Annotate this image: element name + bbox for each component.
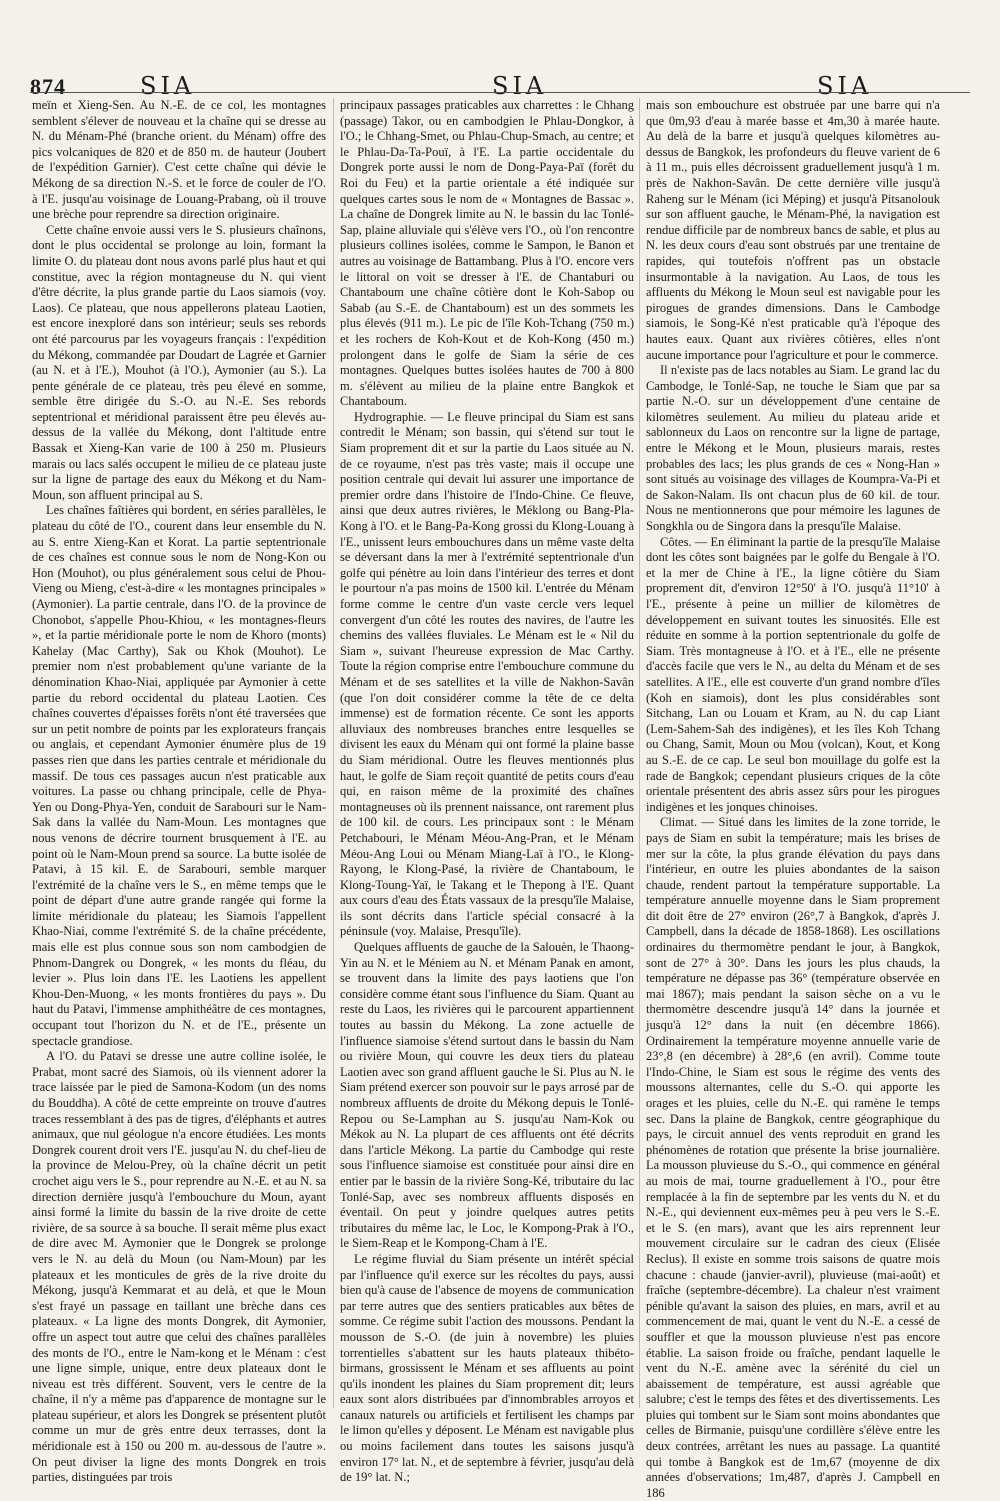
paragraph: Cette chaîne envoie aussi vers le S. plusieurs chaînons, dont le plus occidental se prolonge au loin, formant la limite O. du plateau dont nous avons parlé plus haut et qui constitue, avec la région montagneuse du N. qui vient d'être décrite, la plus grande partie du Laos siamois (voy. Laos). Ce plateau, que nous appellerons plateau Laotien, est encore inexploré dans son intérieur; seuls ses rebords ont été parcourus par les voyageurs français : l'expédition du Mékong, commandée par Doudart de Lagrée et Garnier (au N. et à l'E.), Mouhot (à l'O.), Aymonier (au S.). La pente générale de ce plateau, très peu élevé en somme, semble être dirigée du S.-O. au N.-E. Ses rebords septentrional et méridional paraissent être peu élevés au-dessus de la vallée du Mékong, dont l'altitude entre Bassak et Xieng-Kan varie de 100 à 250 m. Plusieurs marais ou lacs salés occupent le milieu de ce plateau juste sur la ligne de partage des eaux du Mékong et du Nam-Moun, son affluent principal au S.: [32, 222, 326, 502]
paragraph: Côtes. — En éliminant la partie de la presqu'île Malaise dont les côtes sont baignées par le golfe du Bengale à l'O. et la mer de Chine à l'E., la ligne côtière du Siam proprement dit, d'environ 12°50' à l'O. jusqu'à 11°10' à l'E., présente à peine un millier de kilomètres de développement en suivant toutes les sinuosités. Elle est réduite en somme à la portion septentrionale du golfe de Siam. Très montagneuse à l'O. et à l'E., elle ne présente d'accès facile que vers le N., au delta du Ménam et de ses satellites. A l'E., elle est couverte d'un grand nombre d'îles (Koh en siamois), dont les plus considérables sont Sitchang, Lan ou Louam et Kram, au N. du cap Liant (Lem-Sahem-Sah des indigènes), et les îles Koh Tchang ou Chang, Samit, Moun ou Mou (volcan), Kout, et Kong au S.-E. de ce cap. Le seul bon mouillage du golfe est la rade de Bangkok; cependant plusieurs criques de la côte orientale présentent des abris assez sûrs pour les pirogues indigènes et les jonques chinoises.: [646, 534, 940, 814]
column-divider: [639, 98, 640, 1408]
header-rule: [30, 92, 970, 93]
paragraph: principaux passages praticables aux charrettes : le Chhang (passage) Takor, ou en cambodgien le Phlau-Dongkor, à l'O.; le Chhang-Smet, ou Phlau-Chup-Smach, au centre; et le Phlau-Da-Ta-Pouï, à l'E. La partie occidentale du Dongrek porte aussi le nom de Dong-Paya-Paï (forêt du Roi du Feu) et la partie orientale a été indiquée sur quelques cartes sous le nom de « Montagnes de Bassac ». La chaîne de Dongrek limite au N. le bassin du lac Tonlé-Sap, plaine alluviale qui s'élève vers l'O., où l'on rencontre plusieurs collines isolées, comme le Sampon, le Banon et autres au voisinage de Battambang. Plus à l'O. encore vers le littoral on voit se dresser à l'E. de Chantaburi ou Chantaboum une chaîne côtière dont le Koh-Sabop ou Sabab (au S.-E. de Chantaboum) est un des sommets les plus élevés (911 m.). Le pic de l'île Koh-Tchang (750 m.) et les rochers de Koh-Kout et de Koh-Kong (450 m.) prolongent dans le golfe de Siam la série de ces montagnes. Quelques buttes isolées hautes de 700 à 800 m. s'élèvent au milieu de la plaine entre Bangkok et Chantaboum.: [340, 98, 634, 409]
running-head-right: SIA: [817, 72, 873, 100]
paragraph: meïn et Xieng-Sen. Au N.-E. de ce col, les montagnes semblent s'élever de nouveau et la chaîne qui se dresse au N. du Ménam-Phé (branche orient. du Ménam) offre des pics volcaniques de 820 et de 850 m. de hauteur (Joubert de l'expédition Garnier). C'est cette chaîne qui dévie le Mékong de sa direction N.-S. et le force de couler de l'O. à l'E. jusqu'au voisinage de Louang-Prabang, où il trouve une brèche pour reprendre sa direction originaire.: [32, 98, 326, 222]
paragraph: Climat. — Situé dans les limites de la zone torride, le pays de Siam en subit la température; mais les brises de mer sur la côte, la plus grande élévation du pays dans l'intérieur, en outre les pluies abondantes de la saison chaude, rendent partout la température supportable. La température annuelle moyenne dans le Siam proprement dit doit être de 27° environ (26°,7 à Bangkok, d'après J. Campbell, dans la décade de 1858-1868). Les oscillations ordinaires du thermomètre pendant le jour, à Bangkok, sont de 27° à 30°. Dans les jours les plus chauds, la température ne dépasse pas 36° (température observée en mai 1867); mais pendant la saison sèche on a vu le thermomètre descendre jusqu'à 14° dans la journée et jusqu'à 12° dans la nuit (en décembre 1866). Ordinairement la température moyenne annuelle varie de 23°,8 (en décembre) à 28°,6 (en avril). Comme toute l'Indo-Chine, le Siam est sous le régime des vents des moussons alternantes, celle du S.-O. qui apporte les orages et les pluies, celle du N.-E. qui ramène le temps sec. Dans la plaine de Bangkok, centre géographique du pays, le circuit annuel des vents reproduit en grand les phénomènes de rotation que présente la brise journalière. La mousson pluvieuse du S.-O., qui commence en général au mois de mai, tourne graduellement à l'O., pour être remplacée à la fin de septembre par les vents du N. et du N.-E., qui deviennent eux-mêmes peu à peu vers le S.-E. et le S. (en mars), avant que les airs reprennent leur mouvement circulaire sur le cadran des cieux (Elisée Reclus). Il existe en somme trois saisons de quatre mois chacune : chaude (janvier-avril), pluvieuse (mai-août) et fraîche (septembre-décembre). La chaleur n'est vraiment pénible qu'avant la saison des pluies, en mars, avril et au commencement de mai, quant le vent du N.-E. a cessé de souffler et que la mousson pluvieuse n'est pas encore établie. La saison froide ou fraîche, pendant laquelle le vent du N.-E. amène avec la sérénité du ciel un abaissement de température, est aussi agréable que salubre; c'est le temps des fêtes et des divertissements. Les pluies qui tombent sur le Siam sont moins abondantes que celles de Birmanie, puisqu'une cordillère s'élève entre les deux contrées, arrêtant les nues au passage. La quantité qui tombe à Bangkok est de 1m,67 (moyenne de dix années d'observations; 1m,487, d'après J. Campbell en 186: [646, 815, 940, 1500]
paragraph: Les chaînes faîtières qui bordent, en séries parallèles, le plateau du côté de l'O., courent dans leur ensemble du N. au S. entre Xieng-Kan et Korat. La partie septentrionale de ces chaînes est connue sous le nom de Nong-Kon ou Hon (Mouhot), ou plus généralement sous celui de Phou-Vieng ou Mieng, c'est-à-dire « les montagnes principales » (Aymonier). La partie centrale, dans l'O. de la province de Chonobot, s'appelle Phou-Khiou, « les montagnes-fleurs », et la partie méridionale porte le nom de Khoro (monts) Kahelay (Mac Carthy), Sak ou Khok (Mouhot). Le premier nom n'est probablement qu'une variante de la dénomination Khao-Niai, appliquée par Aymonier à cette partie du rebord occidental du plateau Laotien. Ces chaînes couvertes d'épaisses forêts n'ont été traversées que sur un petit nombre de points par les explorateurs français ou anglais, et cependant Aymonier énumère plus de 19 passes rien que dans les parties centrale et méridionale du massif. De tous ces passages aucun n'est praticable aux voitures. La passe ou chhang principale, celle de Phya-Yen ou Dong-Phya-Yen, conduit de Sarabouri sur le Nam-Sak dans la vallée du Nam-Moun. Les montagnes que nous venons de décrire tournent brusquement à l'E. au point où le Nam-Moun prend sa source. La butte isolée de Patavi, à 15 kil. E. de Sarabouri, semble marquer l'extrémité de la chaîne vers le S., en même temps que le point de départ d'une autre grande rangée qui forme la limite méridionale du plateau; les Siamois l'appellent Khao-Niai, comme l'extrémité S. de la chaîne précédente, mais elle est plus connue sous son nom cambodgien de Phnom-Dangrek ou Dongrek, « les monts du fléau, du levier ». Plus loin dans l'E. les Laotiens les appellent Khou-Den-Muong, « les monts frontières du pays ». Du haut du Patavi, l'immense amphithéâtre de ces montagnes, occupant tout l'horizon du N. et de l'E., présente un spectacle grandiose.: [32, 503, 326, 1048]
paragraph: A l'O. du Patavi se dresse une autre colline isolée, le Prabat, mont sacré des Siamois, où ils viennent adorer la trace laissée par le pied de Samona-Kodom (un des noms du Bouddha). A côté de cette empreinte on trouve d'autres traces ressemblant à des pas de tigres, d'éléphants et autres animaux, que nul géologue n'a encore étudiées. Les monts Dongrek courent droit vers l'E. jusqu'au N. du chef-lieu de la province de Melou-Prey, où la chaîne décrit un petit crochet aigu vers le S., pour reprendre au N.-E. et au N. sa direction dernière jusqu'à l'embouchure du Moun, ayant ainsi formé la limite du bassin de la rive droite de cette rivière, de sa source à sa bouche. Il serait même plus exact de dire avec M. Aymonier que le Dongrek se prolonge vers le N. au delà du Moun (ou Nam-Moun) par les plateaux et les monticules de grès de la rive droite du Mékong, jusqu'à Kemmarat et au delà, et que le Moun s'est frayé un passage en taillant une brèche dans ces plateaux. « La ligne des monts Dongrek, dit Aymonier, offre un aspect tout autre que celui des chaînes parallèles des monts de l'O., entre le Nam-kong et le Ménam : c'est une ligne simple, unique, entre deux plateaux dont le niveau est très différent. Souvent, vers le centre de la chaîne, il n'y a même pas d'apparence de montagne sur le plateau supérieur, et alors les Dongrek se présentent plutôt comme un mur de grès entre deux terrasses, dont la méridionale est à 150 ou 200 m. au-dessous de l'autre ». On peut diviser la ligne des monts Dongrek en trois parties, distinguées par trois: [32, 1049, 326, 1485]
paragraph: Hydrographie. — Le fleuve principal du Siam est sans contredit le Ménam; son bassin, qui s'étend sur tout le Siam proprement dit et sur la partie du Laos située au N. de ce royaume, n'est pas très vaste; mais il occupe une position centrale qui devait lui assurer une importance de premier ordre dans l'histoire de l'Indo-Chine. Ce fleuve, ainsi que deux autres rivières, le Méklong ou Bang-Pla-Kong à l'O. et le Bang-Pa-Kong grossi du Klong-Louang à l'E., unissent leurs embouchures dans un même vaste delta se déversant dans la mer à l'extrémité septentrionale d'un golfe qui pénètre au loin dans l'intérieur des terres et dont le pourtour n'a pas moins de 1500 kil. L'entrée du Ménam forme comme le centre d'un vaste cercle vers lequel convergent d'un côté les routes des navires, de l'autre les chemins des vallées fluviales. Le Ménam est le « Nil du Siam », suivant l'heureuse expression de Mac Carthy. Toute la région comprise entre l'embouchure commune du Ménam et de ses satellites et la ville de Nakhon-Savân (que l'on doit considérer comme la tête de ce delta immense) est de formation récente. Ce sont les apports alluviaux des nombreuses branches entre lesquelles se divisent les eaux du Ménam qui ont formé la plaine basse du Siam méridional. Outre les fleuves mentionnés plus haut, le golfe de Siam reçoit quantité de petits cours d'eau qui, en raison même de la proximité des chaînes montagneuses où ils prennent naissance, ont rarement plus de 100 kil. de cours. Les principaux sont : le Ménam Petchabouri, le Ménam Méou-Ang-Pran, et le Ménam Méou-Ang Loui ou Ménam Miang-Laï à l'O., le Klong-Rayong, le Klong-Pasé, la rivière de Chantaboum, le Klong-Toung-Yaï, le Takang et le Thepong à l'E. Quant aux cours d'eau des États vassaux de la presqu'île Malaise, ils sont décrits dans l'article spécial consacré à la péninsule (voy. Malaise, Presqu'île).: [340, 409, 634, 939]
text-column-3: [646, 98, 940, 1500]
paragraph: Il n'existe pas de lacs notables au Siam. Le grand lac du Cambodge, le Tonlé-Sap, ne touche le Siam que par sa partie N.-O. sur un développement d'une centaine de kilomètres seulement. Au milieu du plateau aride et sablonneux du Laos on rencontre sur la ligne de partage, entre le Mékong et le Moun, plusieurs marais, restes probables des lacs; les plus grands de ces « Nong-Han » sont situés au voisinage des villages de Koumpra-Va-Pi et de Sakon-Nalam. Ils ont chacun plus de 60 kil. de tour. Nous ne mentionnerons que pour mémoire les lagunes de Songkhla ou de Singora dans la presqu'île Malaise.: [646, 363, 940, 534]
running-head-center: SIA: [492, 72, 548, 100]
page-number: 874: [30, 74, 66, 99]
paragraph: Quelques affluents de gauche de la Salouèn, le Thaong-Yin au N. et le Méniem au N. et Ménam Panak en amont, se trouvent dans la limite des pays laotiens que l'on considère comme étant sous l'influence du Siam. Quant au reste du Laos, les rivières qui le parcourent appartiennent toutes au bassin du Mékong. La zone actuelle de l'influence siamoise s'étend surtout dans le bassin du Nam ou rivière Moun, qui couvre les deux tiers du plateau Laotien avec son grand affluent gauche le Si. Plus au N. le Siam prétend exercer son pouvoir sur le pays arrosé par de nombreux affluents de droite du Mékong depuis le Tonlé-Repou ou Se-Lamphan au S. jusqu'au Nam-Kok ou Mékok au N. La plupart de ces affluents ont été décrits dans l'article Mékong. La partie du Cambodge qui reste sous l'influence siamoise est constituée pour ainsi dire en entier par le bassin de la rivière Song-Ké, tributaire du lac Tonlé-Sap, avec ses nombreux affluents disposés en éventail. On peut y joindre quelques autres petits tributaires du même lac, le Loc, le Kompong-Prak à l'O., le Siem-Reap et le Kompong-Cham à l'E.: [340, 940, 634, 1251]
running-head-left: SIA: [140, 72, 196, 100]
paragraph: mais son embouchure est obstruée par une barre qui n'a que 0m,93 d'eau à marée basse et 4m,30 à marée haute. Au delà de la barre et jusqu'à quelques kilomètres au-dessus de Bangkok, les profondeurs du fleuve varient de 6 à 11 m., puis elles décroissent graduellement jusqu'à 1 m. près de Nakhon-Savân. De cette dernière ville jusqu'à Raheng sur le Ménam (ici Méping) et jusqu'à Pitsanolouk sur son affluent gauche, le Ménam-Phé, la navigation est rendue difficile par de nombreux bancs de sable, et plus au N. les deux cours d'eau sont obstrués par une trentaine de rapides, qui toutefois n'offrent pas un obstacle insurmontable à la navigation. Au Laos, de tous les affluents du Mékong le Moun seul est navigable pour les pirogues de grandes dimensions. Dans le Cambodge siamois, le Song-Ké n'est praticable qu'à l'époque des hautes eaux. Quant aux rivières côtières, elles n'ont aucune importance pour l'agriculture et pour le commerce.: [646, 98, 940, 362]
column-divider: [333, 98, 334, 1408]
text-column-1: [32, 98, 326, 1485]
paragraph: Le régime fluvial du Siam présente un intérêt spécial par l'influence qu'il exerce sur les récoltes du pays, aussi bien qu'à cause de l'absence de moyens de communication par terre autres que des sentiers praticables aux bêtes de somme. Ce régime subit l'action des moussons. Pendant la mousson de S.-O. (de juin à novembre) les pluies torrentielles s'abattent sur les hauts plateaux thibéto-birmans, grossissent le Ménam et ses affluents au point qu'ils inondent les plaines du Siam proprement dit; leurs eaux sont alors distribuées par d'innombrables arroyos et canaux naturels ou artificiels et fertilisent les champs par le limon qu'elles y déposent. Le Ménam est navigable plus ou moins facilement dans toutes les saisons jusqu'à environ 17° lat. N., et de septembre à février, jusqu'au delà de 19° lat. N.;: [340, 1251, 634, 1485]
text-column-2: [340, 98, 634, 1485]
